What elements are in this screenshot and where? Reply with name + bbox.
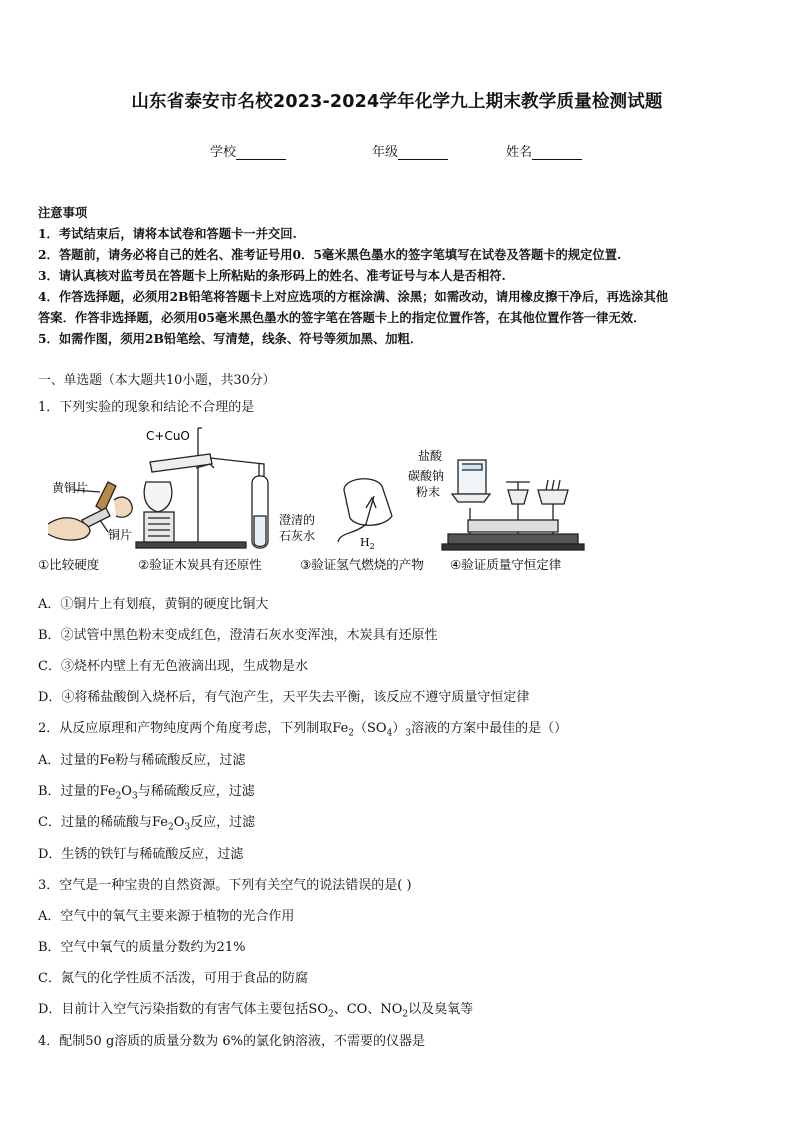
label-limewater-1: 澄清的	[279, 513, 316, 527]
notes-item: 答案．作答非选择题，必须用05毫米黑色墨水的签字笔在答题卡上的指定位置作答，在其他位置作答一律无效．	[38, 310, 646, 325]
q2-option-c	[38, 811, 255, 833]
q3-option-d-part: D．目前计入空气污染指数的有害气体主要包括SO	[38, 1002, 328, 1017]
q2-option-b-sub: 2	[115, 791, 122, 802]
q3-option-c: C．氮气的化学性质不活泼，可用于食品的防腐	[38, 971, 308, 986]
label-hcl: 盐酸	[418, 449, 443, 463]
label-h2	[360, 536, 375, 551]
q2-option-c-sub: 3	[184, 822, 191, 833]
q2-stem-sub: 2	[348, 728, 355, 739]
caption-4: ④验证质量守恒定律	[450, 557, 562, 572]
q3-option-b: B．空气中氧气的质量分数约为21%	[38, 940, 246, 955]
q3-option-d-part: 以及臭氧等	[408, 1002, 474, 1017]
grade-blank[interactable]	[398, 145, 448, 160]
notes-item: 1．考试结束后，请将本试卷和答题卡一并交回.	[38, 226, 297, 241]
q3-option-d-part: 、CO、NO	[333, 1002, 403, 1017]
q2-stem-part: 溶液的方案中最佳的是（）	[411, 721, 568, 736]
q2-stem-part: 2．从反应原理和产物纯度两个角度考虑，下列制取Fe	[38, 721, 349, 736]
q2-option-c-part: O	[173, 815, 185, 830]
q2-option-c-sub: 2	[167, 822, 174, 833]
q2-stem	[38, 717, 567, 739]
label-brass: 黄铜片	[52, 481, 89, 495]
mass-conservation-balance	[442, 460, 584, 550]
label-h2-letter: H	[360, 536, 370, 549]
q1-stem: 1．下列实验的现象和结论不合理的是	[38, 400, 255, 415]
notes-item: 2．答题前，请务必将自己的姓名、准考证号用0．5毫米黑色墨水的签字笔填写在试卷及答题卡的规定位置.	[38, 247, 622, 262]
q1-option-c: C．③烧杯内壁上有无色液滴出现，生成物是水	[38, 659, 308, 674]
label-limewater-2: 石灰水	[279, 529, 316, 543]
label-copper: 铜片	[108, 528, 133, 542]
q2-stem-part: ）	[392, 721, 406, 736]
q3-option-a: A．空气中的氧气主要来源于植物的光合作用	[38, 909, 295, 924]
grade-label: 年级	[372, 145, 399, 160]
q2-option-b-part: B．过量的Fe	[38, 784, 116, 799]
q2-option-b-part: O	[121, 784, 132, 799]
school-field	[210, 141, 286, 160]
q3-stem: 3．空气是一种宝贵的自然资源。下列有关空气的说法错误的是( )	[38, 878, 412, 893]
q2-stem-sub: 4	[386, 728, 393, 739]
carbon-reduction-apparatus	[136, 428, 268, 548]
caption-1: ①比较硬度	[38, 557, 100, 572]
notes-item: 5．如需作图，须用2B铅笔绘、写清楚，线条、符号等须加黑、加粗．	[38, 331, 423, 346]
q2-option-b	[38, 780, 255, 802]
section-title: 一、单选题（本大题共10小题，共30分）	[38, 373, 276, 388]
q3-option-d-sub: 2	[402, 1009, 409, 1020]
q2-option-c-part: C．过量的稀硫酸与Fe	[38, 815, 168, 830]
name-label: 姓名	[506, 145, 533, 160]
q1-experiment-figure	[38, 424, 598, 580]
q1-option-a: A．①铜片上有划痕，黄铜的硬度比铜大	[38, 597, 269, 612]
caption-2: ②验证木炭具有还原性	[138, 557, 262, 572]
q2-stem-sub: 3	[405, 728, 412, 739]
notes-heading: 注意事项	[38, 205, 88, 220]
q2-option-c-part: 反应，过滤	[190, 815, 256, 830]
q2-option-d: D．生锈的铁钉与稀硫酸反应，过滤	[38, 847, 244, 862]
q2-option-a: A．过量的Fe粉与稀硫酸反应，过滤	[38, 753, 246, 768]
notes-item: 3．请认真核对监考员在答题卡上所粘贴的条形码上的姓名、准考证号与本人是否相符.	[38, 268, 506, 283]
page-title: 山东省泰安市名校2023-2024学年化学九上期末教学质量检测试题	[131, 92, 663, 112]
notes-item: 4．作答选择题，必须用2B铅笔将答题卡上对应选项的方框涂满、涂黑；如需改动，请用橡皮擦干净后，再选涂其他	[38, 289, 669, 304]
label-na2co3-2: 粉末	[416, 485, 441, 499]
grade-field	[372, 141, 448, 160]
label-na2co3-1: 碳酸钠	[408, 469, 445, 483]
q4-stem: 4．配制50 g溶质的质量分数为 6%的氯化钠溶液，不需要的仪器是	[38, 1034, 426, 1049]
school-label: 学校	[210, 145, 237, 160]
q3-option-d	[38, 998, 473, 1020]
name-field	[506, 141, 582, 160]
q3-option-d-sub: 2	[328, 1009, 334, 1020]
school-blank[interactable]	[236, 145, 286, 160]
name-blank[interactable]	[532, 145, 582, 160]
q2-option-b-sub: 3	[131, 791, 138, 802]
hydrogen-burning-apparatus	[338, 479, 392, 542]
q1-option-d: D．④将稀盐酸倒入烧杯后，有气泡产生，天平失去平衡，该反应不遵守质量守恒定律	[38, 690, 530, 705]
q2-option-b-part: 与稀硫酸反应，过滤	[137, 784, 255, 799]
caption-3: ③验证氢气燃烧的产物	[300, 557, 424, 572]
label-h2-sub: 2	[369, 542, 375, 551]
label-c-cuo: C+CuO	[146, 429, 190, 443]
q1-option-b: B．②试管中黑色粉末变成红色，澄清石灰水变浑浊，木炭具有还原性	[38, 628, 438, 643]
q2-stem-part: （SO	[354, 721, 387, 736]
